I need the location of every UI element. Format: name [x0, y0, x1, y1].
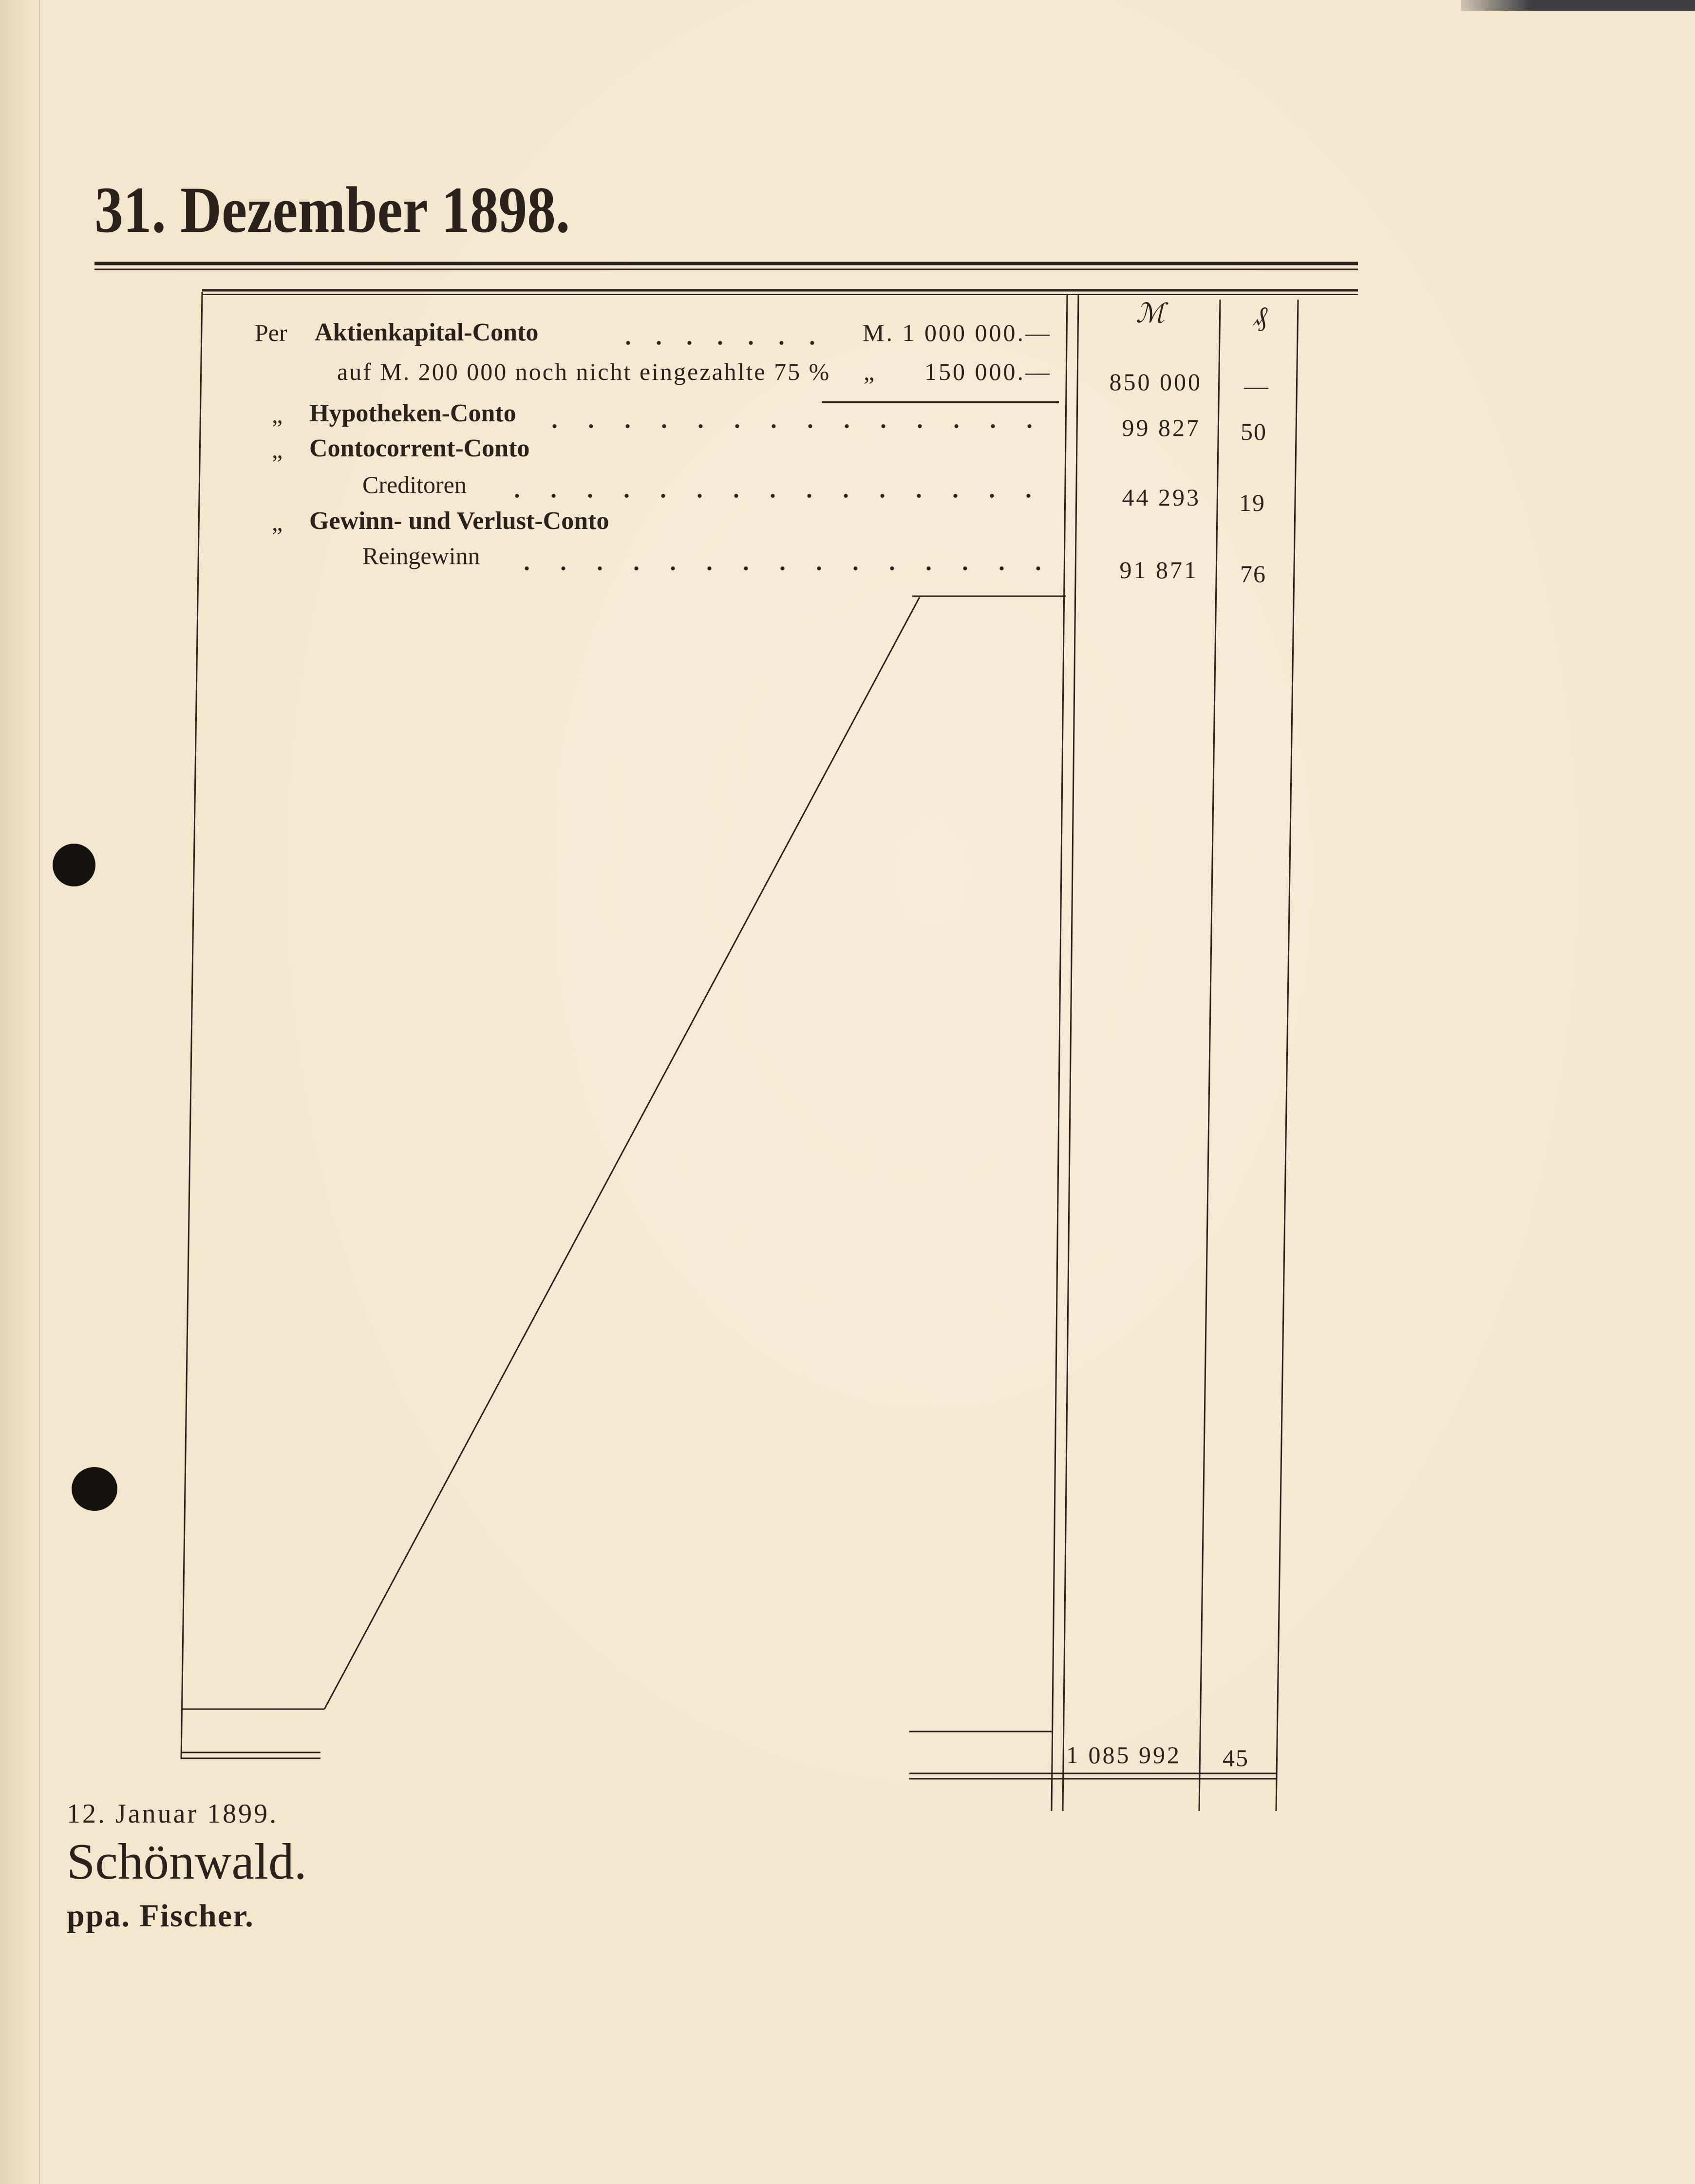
signature-name: Schönwald. [67, 1833, 307, 1890]
ditto-mark: „ [272, 436, 283, 463]
mark-amount: 99 827 [1122, 414, 1201, 441]
mark-amount: 850 000 [1109, 368, 1202, 395]
page-title: 31. Dezember 1898. [94, 174, 570, 246]
account-name: Aktienkapital-Conto [315, 319, 539, 346]
punch-hole-bottom [72, 1467, 117, 1511]
sub-amount: 150 000.— [924, 358, 1052, 385]
entry-detail: Creditoren [362, 471, 467, 498]
dot-leader [536, 423, 1052, 429]
left-border-rule [181, 292, 202, 1759]
closing-diagonal [324, 597, 920, 1709]
account-name: Gewinn- und Verlust-Conto [309, 507, 609, 535]
pfennig-amount: 19 [1239, 489, 1265, 516]
mark-amount: 91 871 [1119, 556, 1198, 584]
account-name: Hypotheken-Conto [309, 399, 516, 427]
dot-leader [508, 565, 1052, 571]
dot-leader [499, 493, 1052, 499]
pfennig-amount: 50 [1241, 418, 1267, 445]
mark-column-header: ℳ [1136, 298, 1165, 329]
entry-detail: auf M. 200 000 noch nicht eingezahlte 75 % [337, 358, 831, 385]
pfennig-amount: — [1244, 372, 1269, 399]
punch-hole-top [53, 844, 95, 886]
account-name: Contocorrent-Conto [309, 434, 530, 462]
entry-prefix: Per [255, 319, 287, 346]
pfennig-column-header: ₰ [1254, 301, 1267, 332]
total-mark-amount: 1 085 992 [1066, 1741, 1181, 1769]
signature-proxy: ppa. Fischer. [67, 1898, 254, 1934]
mark-amount: 44 293 [1122, 484, 1201, 511]
pfennig-amount: 76 [1240, 560, 1266, 587]
total-pfennig-amount: 45 [1223, 1744, 1249, 1771]
sub-amount: M. 1 000 000.— [863, 319, 1052, 346]
mark-pfennig-divider [1199, 300, 1220, 1811]
pfennig-right-rule [1276, 300, 1298, 1811]
ditto-mark: „ [272, 508, 283, 536]
signature-date: 12. Januar 1899. [67, 1799, 279, 1829]
ditto-mark: „ [864, 358, 875, 385]
dot-leader [613, 340, 832, 346]
entry-detail: Reingewinn [362, 542, 480, 569]
ditto-mark: „ [272, 401, 283, 428]
